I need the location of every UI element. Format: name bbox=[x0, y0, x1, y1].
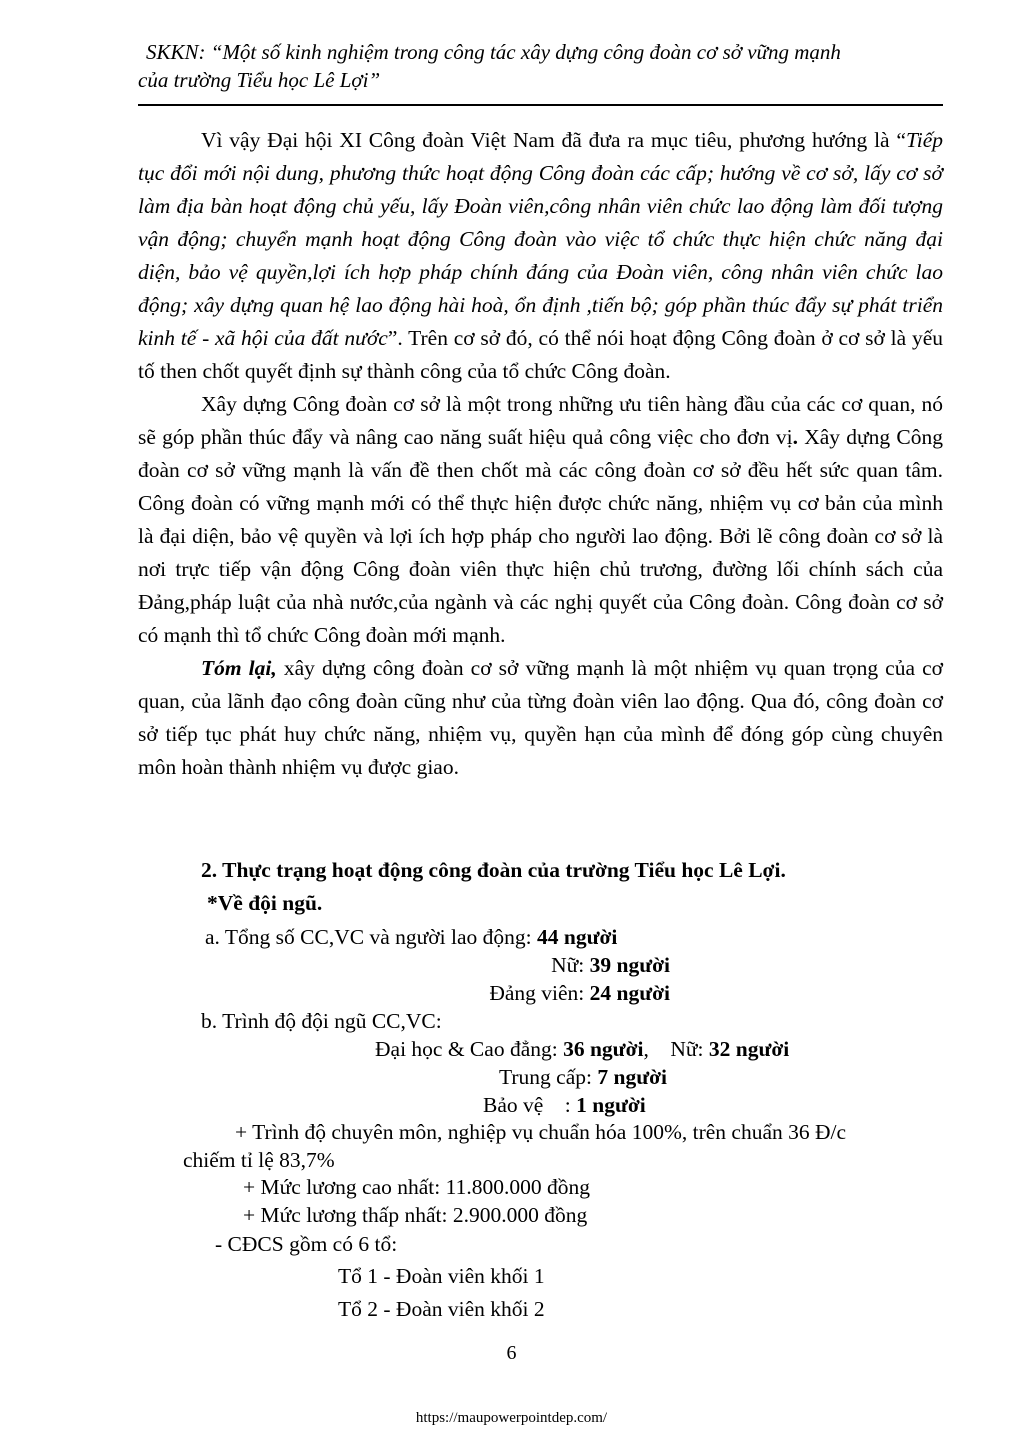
paragraph-3 bbox=[138, 652, 943, 784]
paragraph-2-bold-dot: . bbox=[792, 425, 798, 449]
paragraph-2-part-2: Xây dựng Công đoàn cơ sở vững mạnh là vấn đề then chốt mà các công đoàn cơ sở đều hết sức quan tâm. Công đoàn có vững mạnh mới có thể thực hiện được chức năng, nhiệm vụ cơ bản của mình là đại diện, bảo vệ quyền và lợi ích hợp pháp cho người lao động. Bởi lẽ công đoàn cơ sở là nơi trực tiếp vận động Công đoàn viên thực hiện chủ trương, đường lối chính sách của Đảng,pháp luật của nhà nước,của ngành và các nghị quyết của Công đoàn. Công đoàn cơ sở có mạnh thì tổ chức Công đoàn mới mạnh. bbox=[138, 425, 944, 647]
university-label: Đại học & Cao đẳng: bbox=[375, 1037, 564, 1061]
sub-title: *Về đội ngũ. bbox=[207, 891, 323, 915]
security-label: Bảo vệ : bbox=[483, 1093, 577, 1117]
party-member-label: Đảng viên: bbox=[489, 981, 590, 1005]
total-staff-line bbox=[205, 925, 617, 950]
standard-line-2: chiếm tỉ lệ 83,7% bbox=[183, 1148, 335, 1172]
section-title: 2. Thực trạng hoạt động công đoàn của trường Tiểu học Lê Lợi. bbox=[201, 858, 786, 882]
page-number: 6 bbox=[506, 1342, 517, 1364]
running-header bbox=[138, 38, 943, 94]
group-1: Tổ 1 - Đoàn viên khối 1 bbox=[338, 1264, 545, 1288]
union-groups-title: - CĐCS gồm có 6 tổ: bbox=[215, 1232, 398, 1256]
paragraph-1 bbox=[138, 124, 943, 388]
body-text bbox=[138, 124, 943, 784]
intermediate-value: 7 người bbox=[597, 1065, 667, 1089]
paragraph-1-intro: Vì vậy Đại hội XI Công đoàn Việt Nam đã đưa ra mục tiêu, phương hướng là “ bbox=[201, 128, 906, 152]
university-value: 36 người bbox=[563, 1037, 644, 1061]
salary-low: + Mức lương thấp nhất: 2.900.000 đồng bbox=[243, 1203, 588, 1227]
standard-line-1: + Trình độ chuyên môn, nghiệp vụ chuẩn hóa 100%, trên chuẩn 36 Đ/c bbox=[235, 1120, 847, 1144]
female-staff-line bbox=[551, 953, 670, 978]
intermediate-line bbox=[499, 1065, 667, 1090]
footer-url[interactable]: https://maupowerpointdep.com/ bbox=[415, 1410, 608, 1426]
header-rule bbox=[138, 104, 943, 106]
header-line-2: của trường Tiểu học Lê Lợi” bbox=[138, 68, 381, 92]
total-staff-label: a. Tổng số CC,VC và người lao động: bbox=[205, 925, 537, 949]
university-line bbox=[375, 1037, 789, 1062]
female-staff-value: 39 người bbox=[589, 953, 670, 977]
intermediate-label: Trung cấp: bbox=[499, 1065, 598, 1089]
qualification-title: b. Trình độ đội ngũ CC,VC: bbox=[201, 1009, 442, 1033]
university-female-value: 32 người bbox=[708, 1037, 790, 1061]
summary-lead: Tóm lại, bbox=[201, 656, 277, 680]
female-staff-label: Nữ: bbox=[551, 953, 590, 977]
paragraph-2 bbox=[138, 388, 943, 652]
paragraph-1-quote: Tiếp tục đổi mới nội dung, phương thức hoạt động Công đoàn các cấp; hướng về cơ sở, lấy cơ sở làm địa bàn hoạt động chủ yếu, lấy Đoàn viên,công nhân viên chức lao động làm đối tượng vận động; chuyển mạnh hoạt động Công đoàn vào việc tổ chức thực hiện chức năng đại diện, bảo vệ quyền,lợi ích hợp pháp chính đáng của Đoàn viên, công nhân viên chức lao động; xây dựng quan hệ lao động hài hoà, ổn định ,tiến bộ; góp phần thúc đẩy sự phát triển kinh tế - xã hội của đất nước bbox=[138, 128, 943, 350]
paragraph-1-conclusion: ”. Trên cơ sở đó, có thể nói hoạt động Công đoàn ở cơ sở là yếu tố then chốt quyết định sự thành công của tổ chức Công đoàn. bbox=[138, 326, 944, 383]
salary-high: + Mức lương cao nhất: 11.800.000 đồng bbox=[243, 1175, 590, 1199]
party-member-line bbox=[489, 981, 670, 1006]
total-staff-value: 44 người bbox=[536, 925, 618, 949]
group-2: Tổ 2 - Đoàn viên khối 2 bbox=[338, 1297, 545, 1321]
paragraph-2-part-1: Xây dựng Công đoàn cơ sở là một trong những ưu tiên hàng đầu của các cơ quan, nó sẽ góp phần thúc đẩy và nâng cao năng suất hiệu quả công việc cho đơn vị bbox=[138, 392, 943, 449]
summary-text: xây dựng công đoàn cơ sở vững mạnh là một nhiệm vụ quan trọng của cơ quan, của lãnh đạo công đoàn cũng như của từng đoàn viên lao động. Qua đó, công đoàn cơ sở tiếp tục phát huy chức năng, nhiệm vụ, quyền hạn của mình để đóng góp cùng chuyên môn hoàn thành nhiệm vụ được giao. bbox=[138, 656, 943, 779]
security-line bbox=[483, 1093, 646, 1118]
university-female-label: , Nữ: bbox=[643, 1037, 709, 1061]
header-line-1: SKKN: “Một số kinh nghiệm trong công tác xây dựng công đoàn cơ sở vững mạnh bbox=[146, 40, 841, 64]
security-value: 1 người bbox=[576, 1093, 646, 1117]
party-member-value: 24 người bbox=[589, 981, 670, 1005]
